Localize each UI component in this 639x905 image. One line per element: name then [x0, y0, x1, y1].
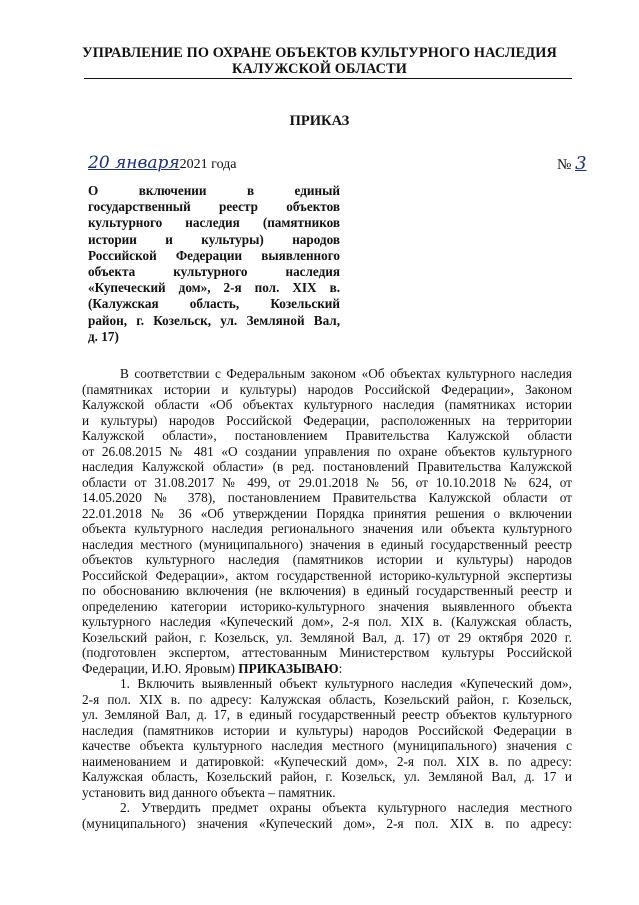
item1-line: 2-я пол. XIX в. по адресу: Калужская область, Козельский район, г. Козельск, [82, 691, 572, 707]
preamble-line: Российской Федерации», актом государственной историко-культурной экспертизы [82, 567, 572, 583]
item1-line: качестве объекта культурного наследия местного (муниципального) значения с [82, 738, 572, 753]
subject-line: д. 17) [88, 328, 119, 344]
handwritten-date: 20 января [88, 153, 180, 173]
preamble-line: Калужской области «Об объектах культурного наследия (памятниках истории [82, 397, 572, 412]
document-date [88, 153, 237, 173]
preamble-line: В соответствии с Федеральным законом «Об объектах культурного наследия [120, 366, 572, 381]
header-divider [84, 78, 572, 79]
preamble-line: определению категории историко-культурного значения выявленного объекта [82, 598, 572, 614]
subject-line: истории и культуры) народов [88, 231, 340, 247]
preamble-line: по обоснованию включения (не включения) в единый государственный реестр и [82, 583, 572, 598]
header-line-1: УПРАВЛЕНИЕ ПО ОХРАНЕ ОБЪЕКТОВ КУЛЬТУРНОГО НАСЛЕДИЯ [82, 45, 557, 61]
preamble-line: объектов культурного наследия (памятников истории и культуры) народов [82, 552, 572, 567]
preamble-line: и культуры) народов Российской Федерации, расположенных на территории [82, 412, 572, 428]
item1-line: установить вид данного объекта – памятник. [82, 784, 336, 800]
preamble-line: от 26.08.2015 № 481 «О создании управления по охране объектов культурного [82, 443, 572, 459]
item2-line: 2. Утвердить предмет охраны объекта культурного наследия местного [120, 800, 572, 815]
subject-line: культурного наследия (памятников [88, 215, 340, 231]
preamble-line: 22.01.2018 № 36 «Об утверждении Порядка принятия решения о включении [82, 505, 572, 521]
preamble-line: наследия местного (муниципального) значения в единый государственный реестр [82, 536, 572, 552]
item1-line: Калужская область, Козельский район, г. Козельск, ул. Земляной Вал, д. 17 и [82, 769, 572, 784]
preamble-line: Козельский район, г. Козельск, ул. Земляной Вал, д. 17) от 29 октября 2020 г. [82, 629, 572, 645]
subject-line: объекта культурного наследия [88, 263, 340, 279]
subject-line: (Калужская область, Козельский [88, 296, 340, 312]
number-sign: № [557, 157, 572, 173]
preamble-line: Федерации, И.Ю. Яровым) ПРИКАЗЫВАЮ: [82, 660, 343, 676]
header-line-2: КАЛУЖСКОЙ ОБЛАСТИ [232, 61, 407, 77]
preamble-line: 14.05.2020 № 378), постановлением Правительства Калужской области от [82, 490, 572, 505]
item1-line: наименованием и датировкой: «Купеческий дом», 2-я пол. XIX в. по адресу: [82, 753, 572, 769]
subject-block [88, 183, 340, 345]
preamble-line: области от 31.08.2017 № 499, от 29.01.2018 № 56, от 10.10.2018 № 624, от [82, 474, 572, 490]
subject-line: Российской Федерации выявленного [88, 247, 340, 263]
handwritten-number: 3 [575, 153, 587, 174]
preamble-line: (памятниках истории и культуры) народов Российской Федерации», Законом [82, 381, 572, 397]
preamble-line: культурного наследия «Купеческий дом», 2-я пол. XIX в. (Калужская область, [82, 614, 572, 629]
preamble-line: наследия Калужской области» (в ред. постановлений Правительства Калужской [82, 459, 572, 474]
item1-line: 1. Включить выявленный объект культурного наследия «Купеческий дом», [120, 676, 572, 691]
preamble-line: Калужской области», постановлением Правительства Калужской области [82, 428, 572, 443]
body-text [82, 366, 572, 831]
subject-line: О включении в единый [88, 183, 340, 198]
prikazyvayu-word: ПРИКАЗЫВАЮ [238, 660, 339, 676]
preamble-line: объекта культурного наследия регионального значения или объекта культурного [82, 521, 572, 536]
document-title: ПРИКАЗ [289, 113, 350, 129]
preamble-line: (подготовлен экспертом, аттестованным Министерством культуры Российской [82, 645, 572, 660]
subject-line: район, г. Козельск, ул. Земляной Вал, [88, 312, 340, 328]
item1-line: ул. Земляной Вал, д. 17, в единый государственный реестр объектов культурного [82, 707, 572, 722]
subject-line: «Купеческий дом», 2-я пол. XIX в. [88, 280, 340, 296]
printed-year: 2021 года [179, 157, 237, 172]
item1-line: наследия (памятников истории и культуры) народов Российской Федерации в [82, 722, 572, 738]
subject-line: государственный реестр объектов [88, 199, 340, 215]
item2-line: (муниципального) значения «Купеческий дом», 2-я пол. XIX в. по адресу: [82, 815, 572, 831]
document-number [557, 153, 587, 174]
